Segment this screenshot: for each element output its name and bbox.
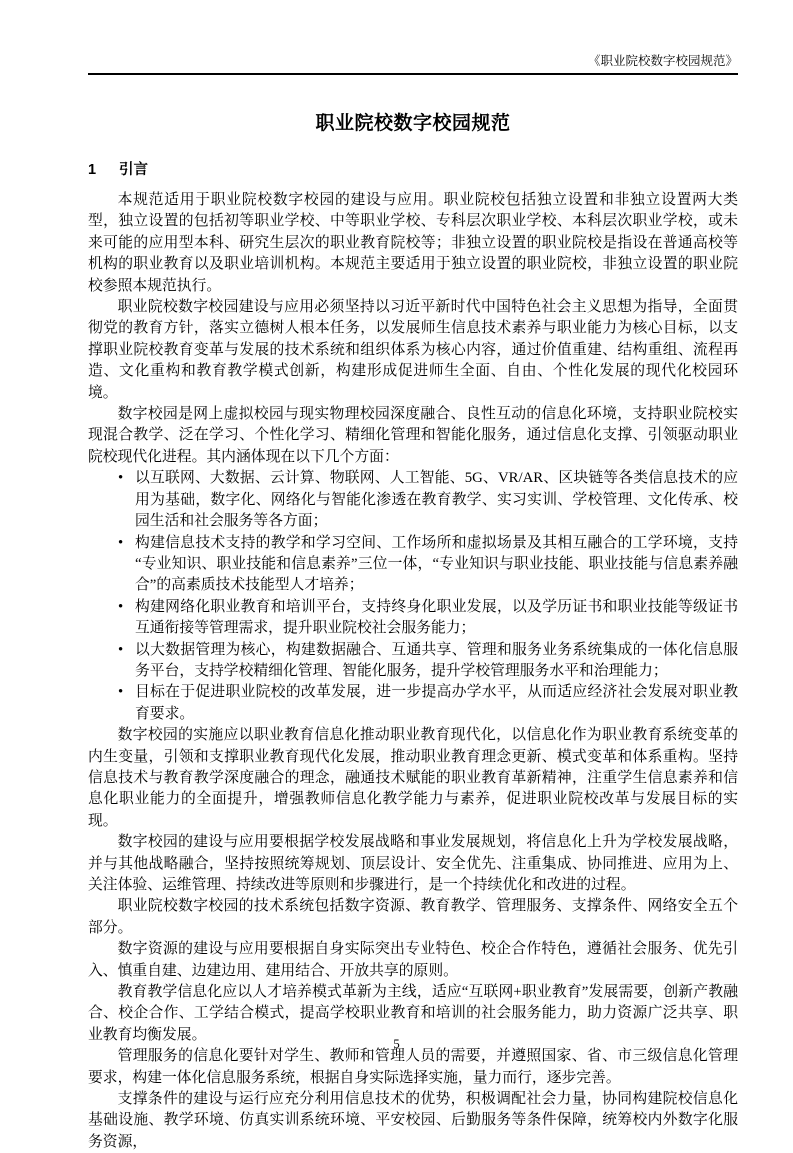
bullet-item: • 以大数据管理为核心，构建数据融合、互通共享、管理和服务业务系统集成的一体化信息服务平台，支持学校精细化管理、智能化服务，提升学校管理服务水平和治理能力；	[88, 640, 738, 683]
running-header: 《职业院校数字校园规范》	[587, 54, 738, 68]
document-title: 职业院校数字校园规范	[315, 113, 511, 134]
paragraph: 教育教学信息化应以人才培养模式革新为主线，适应“互联网+职业教育”发展需要，创新产教融合、校企合作、工学结合模式，提高学校职业教育和培训的社会服务能力，助力资源广泛共享、职业教育均衡发展。	[88, 984, 738, 1043]
paragraph: 数字校园的建设与应用要根据学校发展战略和事业发展规划，将信息化上升为学校发展战略，并与其他战略融合，坚持按照统筹规划、顶层设计、安全优先、注重集成、协同推进、应用为上、关注体验、运维管理、持续改进等原则和步骤进行，是一个持续优化和改进的过程。	[88, 834, 738, 893]
bullet-item: • 目标在于促进职业院校的改革发展，进一步提高办学水平，从而适应经济社会发展对职业教育要求。	[88, 682, 738, 725]
paragraph: 支撑条件的建设与运行应充分利用信息技术的优势，积极调配社会力量，协同构建院校信息化基础设施、教学环境、仿真实训系统环境、平安校园、后勤服务等条件保障，统筹校内外数字化服务资源，	[88, 1091, 738, 1150]
body-text	[88, 190, 738, 1153]
bullet-list	[88, 468, 738, 725]
paragraph: 数字校园的实施应以职业教育信息化推动职业教育现代化，以信息化作为职业教育系统变革的内生变量，引领和支撑职业教育现代化发展，推动职业教育理念更新、模式变革和体系重构。坚持信息技术与教育教学深度融合的理念，融通技术赋能的职业教育革新精神，注重学生信息素养和信息化职业能力的全面提升，增强教师信息化教学能力与素养，促进职业院校改革与发展目标的实现。	[88, 727, 738, 829]
paragraph: 职业院校数字校园建设与应用必须坚持以习近平新时代中国特色社会主义思想为指导，全面贯彻党的教育方针，落实立德树人根本任务，以发展师生信息技术素养与职业能力为核心目标，以支撑职业院校教育变革与发展的技术系统和组织体系为核心内容，通过价值重建、结构重组、流程再造、文化重构和教育教学模式创新，构建形成促进师生全面、自由、个性化发展的现代化校园环境。	[88, 299, 738, 401]
paragraph: 数字资源的建设与应用要根据自身实际突出专业特色、校企合作特色，遵循社会服务、优先引入、慎重自建、边建边用、建用结合、开放共享的原则。	[88, 941, 738, 979]
paragraph: 数字校园是网上虚拟校园与现实物理校园深度融合、良性互动的信息化环境，支持职业院校实现混合教学、泛在学习、个性化学习、精细化管理和智能化服务，通过信息化支撑、引领驱动职业院校现代化进程。其内涵体现在以下几个方面：	[88, 406, 738, 465]
bullet-item: • 构建网络化职业教育和培训平台，支持终身化职业发展，以及学历证书和职业技能等级证书互通衔接等管理需求，提升职业院校社会服务能力；	[88, 597, 738, 640]
bullet-item: • 构建信息技术支持的教学和学习空间、工作场所和虚拟场景及其相互融合的工学环境，支持“专业知识、职业技能和信息素养”三位一体，“专业知识与职业技能、职业技能与信息素养融合”的高素质技术技能型人才培养；	[88, 533, 738, 597]
paragraph: 本规范适用于职业院校数字校园的建设与应用。职业院校包括独立设置和非独立设置两大类型，独立设置的包括初等职业学校、中等职业学校、专科层次职业学校、本科层次职业学校，或未来可能的应用型本科、研究生层次的职业教育院校等；非独立设置的职业院校是指设在普通高校等机构的职业教育以及职业培训机构。本规范主要适用于独立设置的职业院校，非独立设置的职业院校参照本规范执行。	[88, 192, 738, 294]
bullet-item: • 以互联网、大数据、云计算、物联网、人工智能、5G、VR/AR、区块链等各类信息技术的应用为基础，数字化、网络化与智能化渗透在教育教学、实习实训、学校管理、文化传承、校园生活和社会服务等各方面；	[88, 468, 738, 532]
page-number: 5	[393, 1036, 400, 1051]
header-rule	[88, 73, 738, 75]
paragraph: 职业院校数字校园的技术系统包括数字资源、教育教学、管理服务、支撑条件、网络安全五个部分。	[88, 898, 738, 936]
paragraph: 管理服务的信息化要针对学生、教师和管理人员的需要，并遵照国家、省、市三级信息化管理要求，构建一体化信息服务系统，根据自身实际选择实施，量力而行，逐步完善。	[88, 1048, 738, 1086]
section-title: 引言	[119, 162, 148, 178]
section-heading	[88, 158, 738, 179]
section-number: 1	[88, 162, 97, 178]
